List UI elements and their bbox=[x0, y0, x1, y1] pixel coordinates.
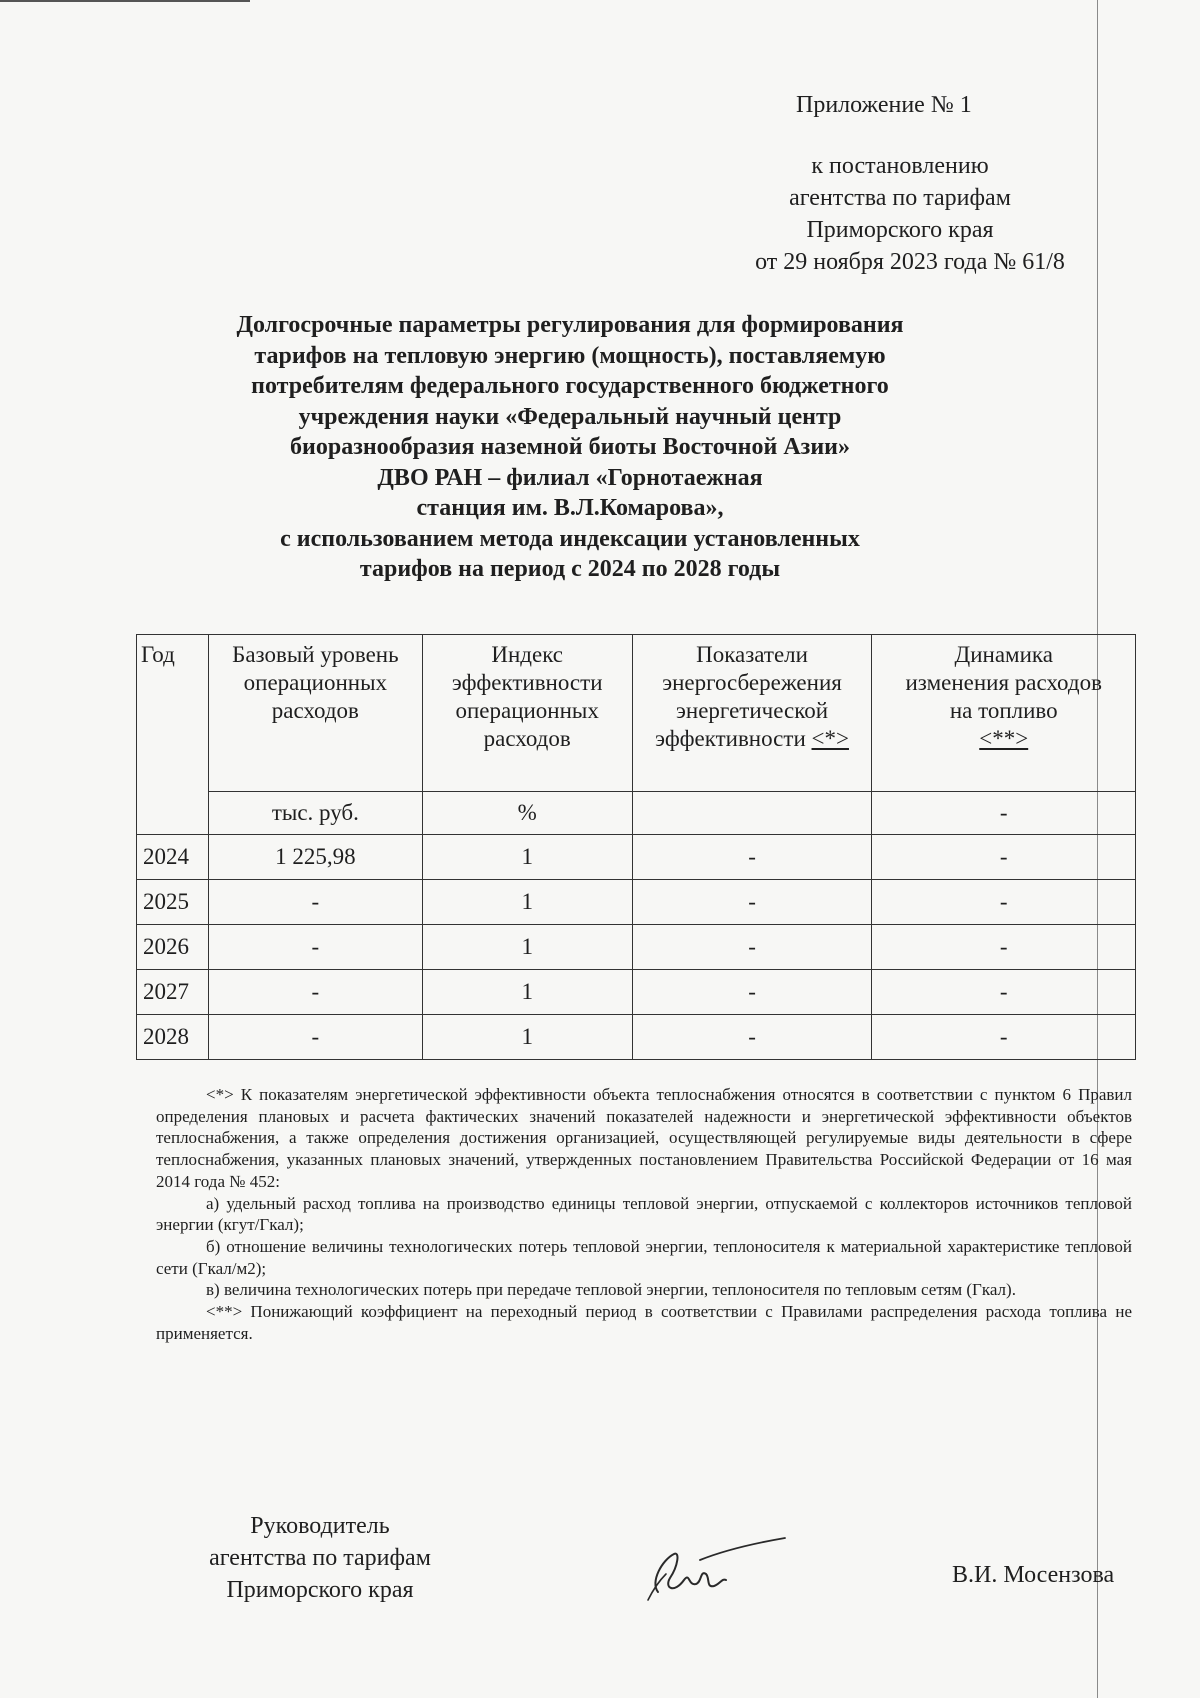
cell-fuel: - bbox=[872, 925, 1136, 970]
footnote-ref-link[interactable]: <*> bbox=[811, 726, 849, 751]
cell-index: 1 bbox=[422, 925, 632, 970]
footnote-energy-efficiency: <*> К показателям энергетической эффективности объекта теплоснабжения относятся в соответствии с пунктом 6 Правил определения плановых и расчета фактических значений показателей надежности и энергетической эффективности объектов теплоснабжения, а также определения достижения организацией, осуществляющей регулируемые виды деятельности в сфере теплоснабжения, указанных плановых значений, утвержденных постановлением Правительства Российской Федерации от 16 мая 2014 года № 452: bbox=[156, 1085, 1132, 1191]
handwritten-signature bbox=[640, 1530, 790, 1610]
cell-year: 2027 bbox=[137, 970, 209, 1015]
table-row bbox=[137, 1015, 1136, 1060]
header-energy-saving bbox=[632, 635, 872, 792]
decree-line: агентства по тарифам bbox=[789, 185, 1011, 211]
signer-position-line: Руководитель bbox=[250, 1513, 390, 1539]
header-text-line: операционных bbox=[455, 698, 599, 723]
decree-date-line: от 29 ноября 2023 года № 61/8 bbox=[755, 249, 1065, 275]
header-text-line: расходов bbox=[483, 726, 571, 751]
cell-fuel: - bbox=[872, 835, 1136, 880]
header-text-line: на топливо bbox=[949, 698, 1058, 723]
cell-energy: - bbox=[632, 970, 872, 1015]
unit-base: тыс. руб. bbox=[208, 792, 422, 835]
scan-edge-line bbox=[0, 0, 250, 2]
table-row bbox=[137, 925, 1136, 970]
header-text-line: Базовый уровень bbox=[232, 642, 399, 667]
appendix-label: Приложение № 1 bbox=[796, 92, 972, 118]
unit-fuel: - bbox=[872, 792, 1136, 835]
header-text-line: Показатели bbox=[696, 642, 808, 667]
footnote-fuel-coefficient: <**> Понижающий коэффициент на переходный период в соответствии с Правилами распределения расхода топлива не применяется. bbox=[156, 1302, 1132, 1343]
header-base-level bbox=[208, 635, 422, 792]
cell-base: - bbox=[208, 1015, 422, 1060]
cell-energy: - bbox=[632, 925, 872, 970]
header-text-line: операционных bbox=[243, 670, 388, 695]
cell-base: 1 225,98 bbox=[208, 835, 422, 880]
cell-energy: - bbox=[632, 835, 872, 880]
cell-fuel: - bbox=[872, 970, 1136, 1015]
header-text-line: расходов bbox=[271, 698, 359, 723]
table-row bbox=[137, 880, 1136, 925]
cell-index: 1 bbox=[422, 880, 632, 925]
header-text-line: энергетической bbox=[676, 698, 829, 723]
decree-reference bbox=[700, 150, 1100, 278]
table-header-row bbox=[137, 635, 1136, 792]
title-line: потребителям федерального государственного бюджетного bbox=[251, 373, 889, 399]
footnote-item-b: б) отношение величины технологических потерь тепловой энергии, теплоносителя к материальной характеристике тепловой сети (Гкал/м2); bbox=[156, 1236, 1132, 1278]
cell-base: - bbox=[208, 925, 422, 970]
header-year: Год bbox=[137, 635, 209, 835]
header-efficiency-index bbox=[422, 635, 632, 792]
cell-year: 2025 bbox=[137, 880, 209, 925]
header-text-line: Динамика bbox=[954, 642, 1053, 667]
signer-name: В.И. Мосензова bbox=[952, 1562, 1115, 1588]
parameters-table bbox=[136, 634, 1136, 1060]
signer-position-line: Приморского края bbox=[226, 1577, 414, 1603]
cell-fuel: - bbox=[872, 880, 1136, 925]
cell-base: - bbox=[208, 970, 422, 1015]
header-text-line bbox=[637, 725, 868, 753]
title-line: учреждения науки «Федеральный научный центр bbox=[298, 403, 842, 430]
header-text-line: энергосбережения bbox=[662, 670, 842, 695]
title-line: тарифов на период с 2024 по 2028 годы bbox=[359, 556, 781, 582]
cell-index: 1 bbox=[422, 835, 632, 880]
signer-position bbox=[180, 1510, 460, 1606]
title-line: биоразнообразия наземной биоты Восточной Азии» bbox=[290, 434, 850, 460]
cell-energy: - bbox=[632, 880, 872, 925]
cell-index: 1 bbox=[422, 1015, 632, 1060]
signer-position-line: агентства по тарифам bbox=[209, 1545, 431, 1571]
unit-energy bbox=[632, 792, 872, 835]
title-line: Долгосрочные параметры регулирования для формирования bbox=[236, 312, 904, 338]
unit-index: % bbox=[422, 792, 632, 835]
footnotes bbox=[156, 1084, 1132, 1344]
decree-line: к постановлению bbox=[811, 153, 989, 179]
table-row bbox=[137, 970, 1136, 1015]
cell-base: - bbox=[208, 880, 422, 925]
header-text-line: эффективности bbox=[451, 670, 603, 695]
title-line: ДВО РАН – филиал «Горнотаежная bbox=[377, 464, 763, 491]
cell-year: 2028 bbox=[137, 1015, 209, 1060]
footnote-item-a: а) удельный расход топлива на производство единицы тепловой энергии, отпускаемой с коллекторов источников тепловой энергии (кгут/Гкал); bbox=[156, 1193, 1132, 1235]
table-row bbox=[137, 835, 1136, 880]
decree-line: Приморского края bbox=[806, 217, 994, 243]
title-line: станция им. В.Л.Комарова», bbox=[416, 495, 724, 521]
footnote-ref-link[interactable]: <**> bbox=[979, 726, 1029, 751]
cell-energy: - bbox=[632, 1015, 872, 1060]
cell-year: 2024 bbox=[137, 835, 209, 880]
table-units-row bbox=[137, 792, 1136, 835]
cell-fuel: - bbox=[872, 1015, 1136, 1060]
header-text-line: изменения расходов bbox=[905, 670, 1102, 695]
footnote-item-c: в) величина технологических потерь при передаче тепловой энергии, теплоносителя по тепловым сетям (Гкал). bbox=[206, 1280, 1016, 1300]
header-text: эффективности bbox=[655, 726, 806, 751]
header-text-line: Индекс bbox=[491, 642, 563, 667]
title-line: с использованием метода индексации установленных bbox=[280, 525, 860, 552]
document-title bbox=[180, 310, 960, 585]
title-line: тарифов на тепловую энергию (мощность), поставляемую bbox=[254, 342, 886, 369]
cell-index: 1 bbox=[422, 970, 632, 1015]
cell-year: 2026 bbox=[137, 925, 209, 970]
header-fuel-dynamics bbox=[872, 635, 1136, 792]
